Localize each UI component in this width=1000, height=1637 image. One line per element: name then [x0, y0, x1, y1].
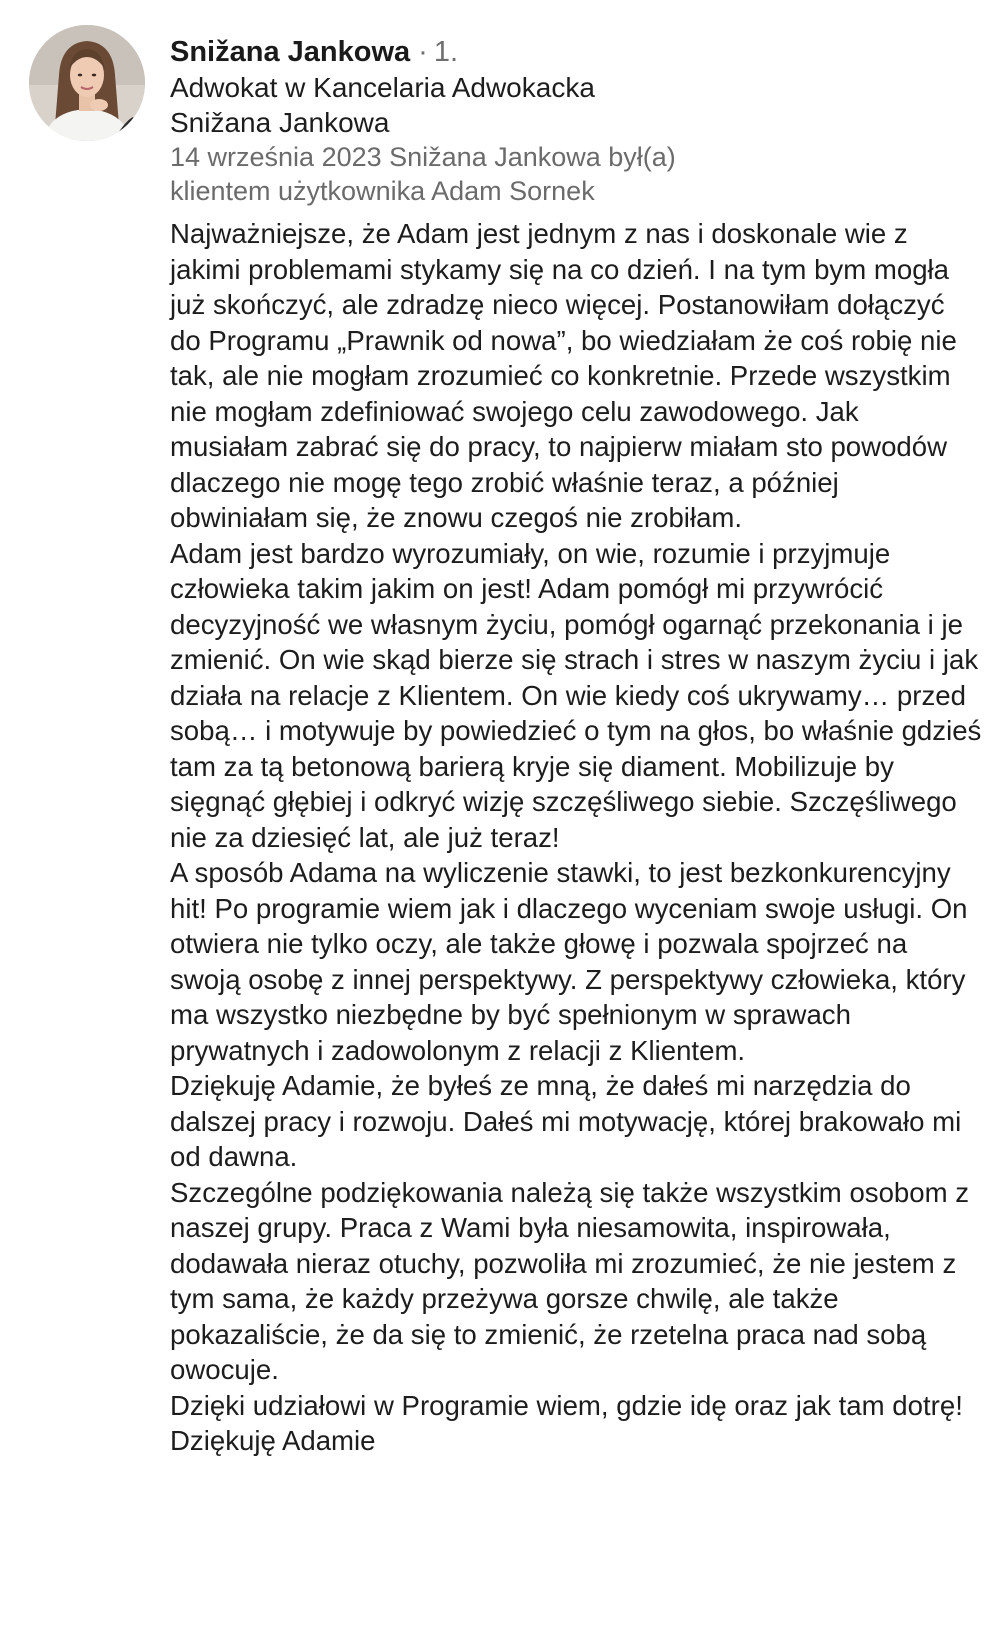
recommendation-content	[170, 34, 982, 1459]
author-name[interactable]: Snižana Jankowa	[170, 36, 411, 68]
body-paragraph: A sposób Adama na wyliczenie stawki, to jest bezkonkurencyjny hit! Po programie wiem jak i dlaczego wyceniam swoje usługi. On otwiera nie tylko oczy, ale także głowę i pozwala spojrzeć na swoją osobę z innej perspektywy. Z perspektywy człowieka, który ma wszystko niezbędne by być spełnionym w sprawach prywatnych i zadowolonym z relacji z Klientem.	[170, 857, 968, 1066]
connection-degree: 1.	[433, 36, 459, 68]
body-paragraph: Dziękuję Adamie, że byłeś ze mną, że dałeś mi narzędzia do dalszej pracy i rozwoju. Dałeś mi motywację, której brakowało mi od dawna.	[170, 1070, 962, 1172]
name-separator: ·	[418, 36, 428, 68]
body-paragraph: Adam jest bardzo wyrozumiały, on wie, rozumie i przyjmuje człowieka takim jakim on jest! Adam pomógł mi przywrócić decyzyjność we własnym życiu, pomógł ogarnąć przekonania i je zmienić. On wie skąd bierze się strach i stres w naszym życiu i jak działa na relacje z Klientem. On wie kiedy coś ukrywamy… przed sobą… i motywuje by powiedzieć o tym na głos, bo właśnie gdzieś tam za tą betonową barierą kryje się diament. Mobilizuje by sięgnąć głębiej i odkryć wizję szczęśliwego siebie. Szczęśliwego nie za dziesięć lat, ale już teraz!	[170, 537, 982, 853]
author-headline-line-2: Snižana Jankowa	[170, 107, 390, 138]
body-paragraph: Najważniejsze, że Adam jest jednym z nas i doskonale wie z jakimi problemami stykamy się na co dzień. I na tym bym mogła już skończyć, ale zdradzę nieco więcej. Postanowiłam dołączyć do Programu „Prawnik od nowa”, bo wiedziałam że coś robię nie tak, ale nie mogłam zrozumieć co konkretnie. Przede wszystkim nie mogłam zdefiniować swojego celu zawodowego. Jak musiałam zabrać się do pracy, to najpierw miałam sto powodów dlaczego nie mogę tego zrobić właśnie teraz, a później obwiniałam się, że znowu czegoś nie zrobiłam.	[170, 218, 957, 533]
body-signoff: Dziękuję Adamie	[170, 1425, 376, 1456]
recommendation-date-line: 14 września 2023 Snižana Jankowa był(a)	[170, 142, 676, 172]
author-headline	[170, 70, 982, 140]
recommendation-body	[170, 216, 982, 1459]
recommendation-relationship-line: klientem użytkownika Adam Sornek	[170, 176, 595, 206]
profile-photo-icon	[29, 25, 145, 141]
author-avatar[interactable]	[29, 25, 145, 141]
author-name-row	[170, 34, 982, 70]
recommendation-meta	[170, 140, 982, 208]
body-paragraph: Dzięki udziałowi w Programie wiem, gdzie idę oraz jak tam dotrę!	[170, 1389, 963, 1421]
author-headline-line-1: Adwokat w Kancelaria Adwokacka	[170, 72, 595, 103]
body-paragraph: Szczególne podziękowania należą się także wszystkim osobom z naszej grupy. Praca z Wami była niesamowita, inspirowała, dodawała nieraz otuchy, pozwoliła mi zrozumieć, że nie jestem z tym sama, że każdy przeżywa gorsze chwilę, ale także pokazaliście, że da się to zmienić, że rzetelna praca nad sobą owocuje.	[170, 1176, 970, 1385]
